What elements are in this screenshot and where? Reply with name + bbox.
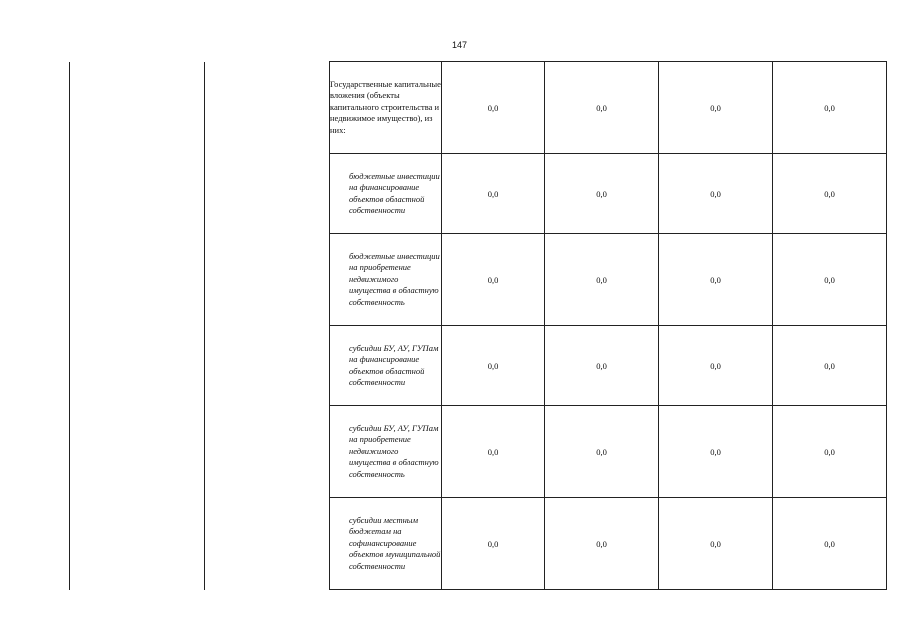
value-cell: 0,0 (659, 326, 773, 406)
row-label: бюджетные инвестиции на приобретение недвижимого имущества в областную собственность (330, 234, 442, 326)
value-cell: 0,0 (545, 234, 659, 326)
value-cell: 0,0 (442, 406, 545, 498)
value-cell: 0,0 (545, 326, 659, 406)
left-column-border (69, 62, 70, 590)
value-cell: 0,0 (659, 154, 773, 234)
table-row (330, 154, 887, 234)
capital-investment-table (329, 61, 887, 590)
value-cell: 0,0 (773, 62, 887, 154)
table-row (330, 234, 887, 326)
page-number: 147 (452, 40, 468, 50)
table-row (330, 498, 887, 590)
value-cell: 0,0 (545, 406, 659, 498)
row-label: бюджетные инвестиции на финансирование объектов областной собственности (330, 154, 442, 234)
row-label: субсидии БУ, АУ, ГУПам на приобретение недвижимого имущества в областную собственность (330, 406, 442, 498)
value-cell: 0,0 (773, 498, 887, 590)
value-cell: 0,0 (773, 154, 887, 234)
value-cell: 0,0 (659, 62, 773, 154)
value-cell: 0,0 (442, 62, 545, 154)
value-cell: 0,0 (659, 406, 773, 498)
table-row (330, 406, 887, 498)
table-row (330, 326, 887, 406)
row-label: субсидии БУ, АУ, ГУПам на финансирование объектов областной собственности (330, 326, 442, 406)
value-cell: 0,0 (442, 498, 545, 590)
value-cell: 0,0 (442, 326, 545, 406)
value-cell: 0,0 (442, 234, 545, 326)
value-cell: 0,0 (442, 154, 545, 234)
value-cell: 0,0 (773, 234, 887, 326)
row-label: субсидии местным бюджетам на софинансирование объектов муниципальной собственности (330, 498, 442, 590)
value-cell: 0,0 (773, 326, 887, 406)
table-row (330, 62, 887, 154)
value-cell: 0,0 (545, 154, 659, 234)
value-cell: 0,0 (659, 234, 773, 326)
row-label: Государственные капитальные вложения (объекты капитального строительства и недвижимое имущество), из них: (330, 62, 442, 154)
value-cell: 0,0 (545, 62, 659, 154)
value-cell: 0,0 (659, 498, 773, 590)
second-column-border (204, 62, 205, 590)
value-cell: 0,0 (545, 498, 659, 590)
value-cell: 0,0 (773, 406, 887, 498)
